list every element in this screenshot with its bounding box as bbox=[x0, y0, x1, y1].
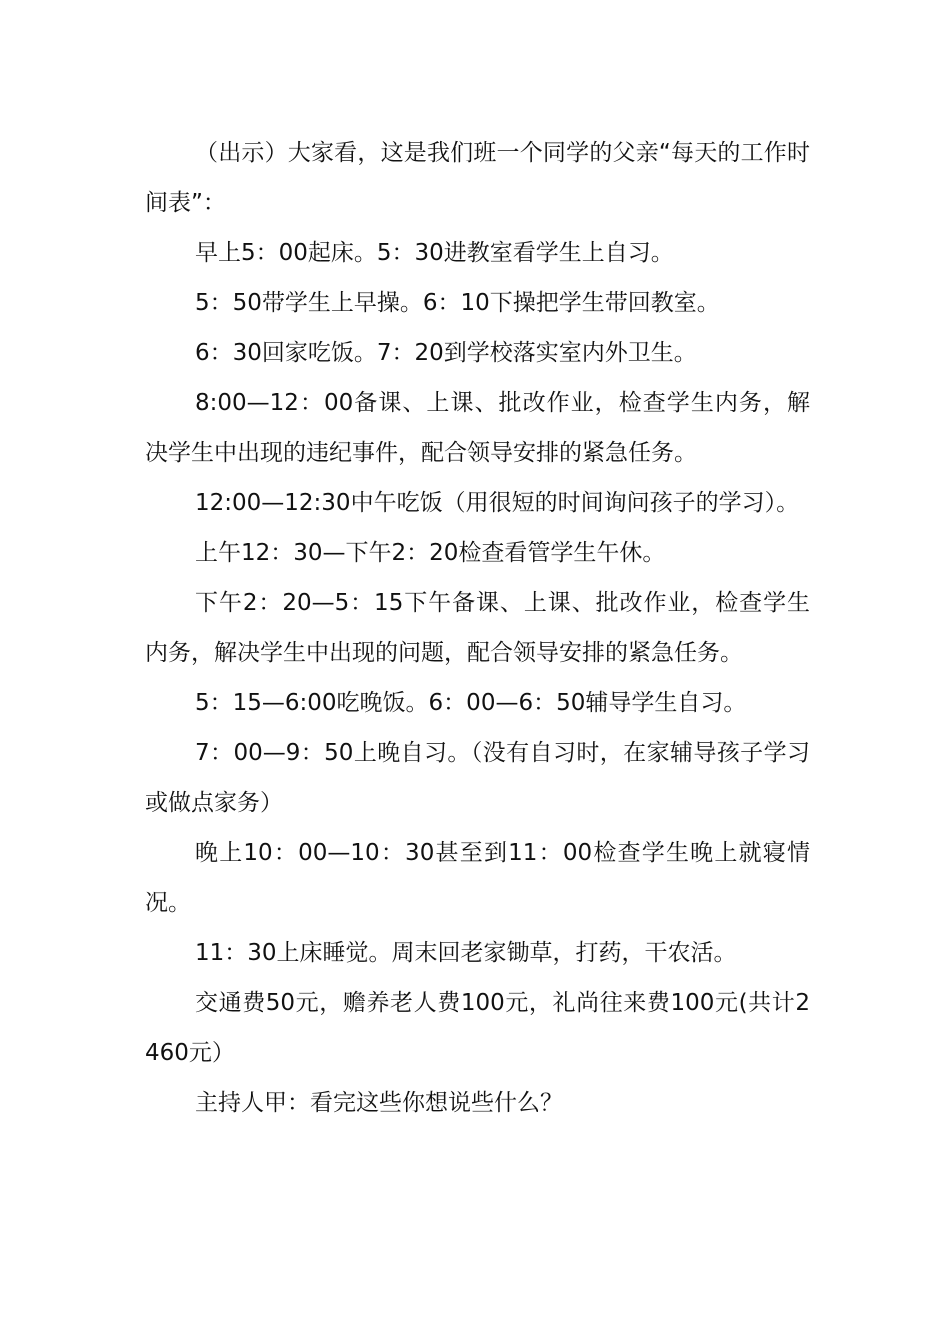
host-question-line: 主持人甲：看完这些你想说些什么？ bbox=[195, 1090, 563, 1116]
schedule-line-bedtime: 11：30上床睡觉。周末回老家锄草，打药，干农活。 bbox=[195, 940, 737, 966]
schedule-line-morning-work: 8:00—12：00备课、上课、批改作业，检查学生内务，解决学生中出现的违纪事件，配合领导安排的紧急任务。 bbox=[145, 390, 810, 466]
schedule-line-dinner: 5：15—6:00吃晚饭。6：00—6：50辅导学生自习。 bbox=[195, 690, 747, 716]
expenses-line: 交通费50元，赡养老人费100元，礼尚往来费100元(共计2460元） bbox=[145, 990, 810, 1066]
schedule-line-lunch: 12:00—12:30中午吃饭（用很短的时间询问孩子的学习）。 bbox=[195, 490, 800, 516]
schedule-line-evening-study: 7：00—9：50上晚自习。（没有自习时，在家辅导孩子学习或做点家务） bbox=[145, 740, 810, 816]
schedule-line-dorm-check: 晚上10：00—10：30甚至到11：00检查学生晚上就寝情况。 bbox=[145, 840, 810, 916]
schedule-line-noon-rest: 上午12：30—下午2：20检查看管学生午休。 bbox=[195, 540, 666, 566]
schedule-line-breakfast: 6：30回家吃饭。7：20到学校落实室内外卫生。 bbox=[195, 340, 697, 366]
document-body bbox=[145, 128, 810, 1128]
schedule-line-morning-wake: 早上5：00起床。5：30进教室看学生上自习。 bbox=[195, 240, 674, 266]
intro-paragraph: （出示）大家看，这是我们班一个同学的父亲“每天的工作时间表”： bbox=[145, 140, 810, 216]
schedule-line-afternoon-work: 下午2：20—5：15下午备课、上课、批改作业，检查学生内务，解决学生中出现的问题，配合领导安排的紧急任务。 bbox=[145, 590, 810, 666]
schedule-line-morning-exercise: 5：50带学生上早操。6：10下操把学生带回教室。 bbox=[195, 290, 720, 316]
